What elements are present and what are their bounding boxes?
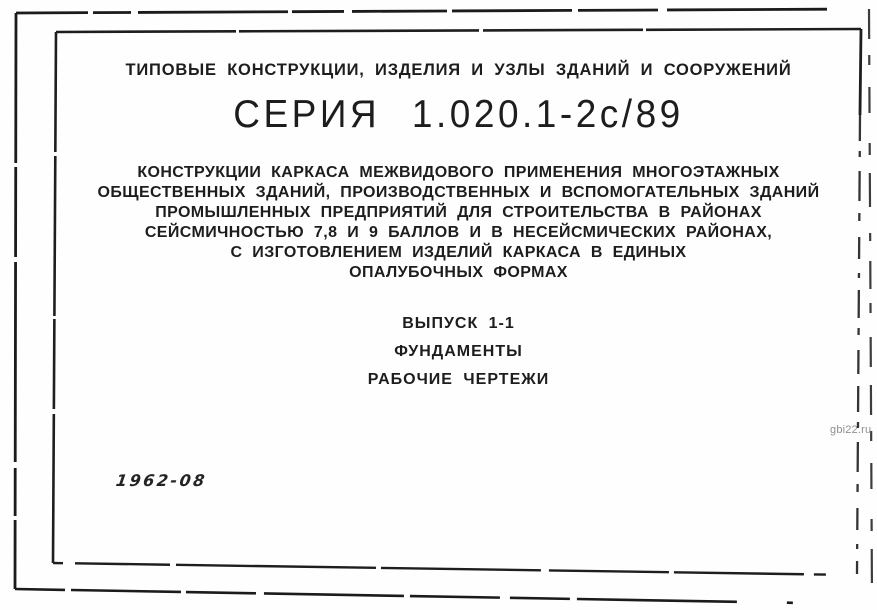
- document-header: ТИПОВЫЕ КОНСТРУКЦИИ, ИЗДЕЛИЯ И УЗЛЫ ЗДАНИЙ И СООРУЖЕНИЙ: [125, 61, 792, 79]
- doctype-label: РАБОЧИЕ ЧЕРТЕЖИ: [367, 371, 550, 388]
- description-line: ОБЩЕСТВЕННЫХ ЗДАНИЙ, ПРОИЗВОДСТВЕННЫХ И ВСПОМОГАТЕЛЬНЫХ ЗДАНИЙ: [97, 184, 820, 201]
- watermark: gbi22.ru: [830, 424, 872, 436]
- handwritten-mark: 1962-08: [114, 471, 209, 490]
- description-line: ПРОМЫШЛЕННЫХ ПРЕДПРИЯТИЙ ДЛЯ СТРОИТЕЛЬСТВА В РАЙОНАХ: [155, 204, 762, 221]
- description-line: КОНСТРУКЦИИ КАРКАСА МЕЖВИДОВОГО ПРИМЕНЕНИЯ МНОГОЭТАЖНЫХ: [137, 164, 780, 181]
- issue-label: ВЫПУСК 1-1: [402, 315, 515, 332]
- section-label: ФУНДАМЕНТЫ: [394, 343, 523, 360]
- description-line: СЕЙСМИЧНОСТЬЮ 7,8 И 9 БАЛЛОВ И В НЕСЕЙСМИЧЕСКИХ РАЙОНАХ,: [144, 224, 773, 241]
- description-block: [56, 163, 861, 283]
- description-line: ОПАЛУБОЧНЫХ ФОРМАХ: [349, 264, 568, 281]
- description-line: С ИЗГОТОВЛЕНИЕМ ИЗДЕЛИЙ КАРКАСА В ЕДИНЫХ: [230, 244, 687, 261]
- series-title: СЕРИЯ 1.020.1-2с/89: [233, 92, 684, 136]
